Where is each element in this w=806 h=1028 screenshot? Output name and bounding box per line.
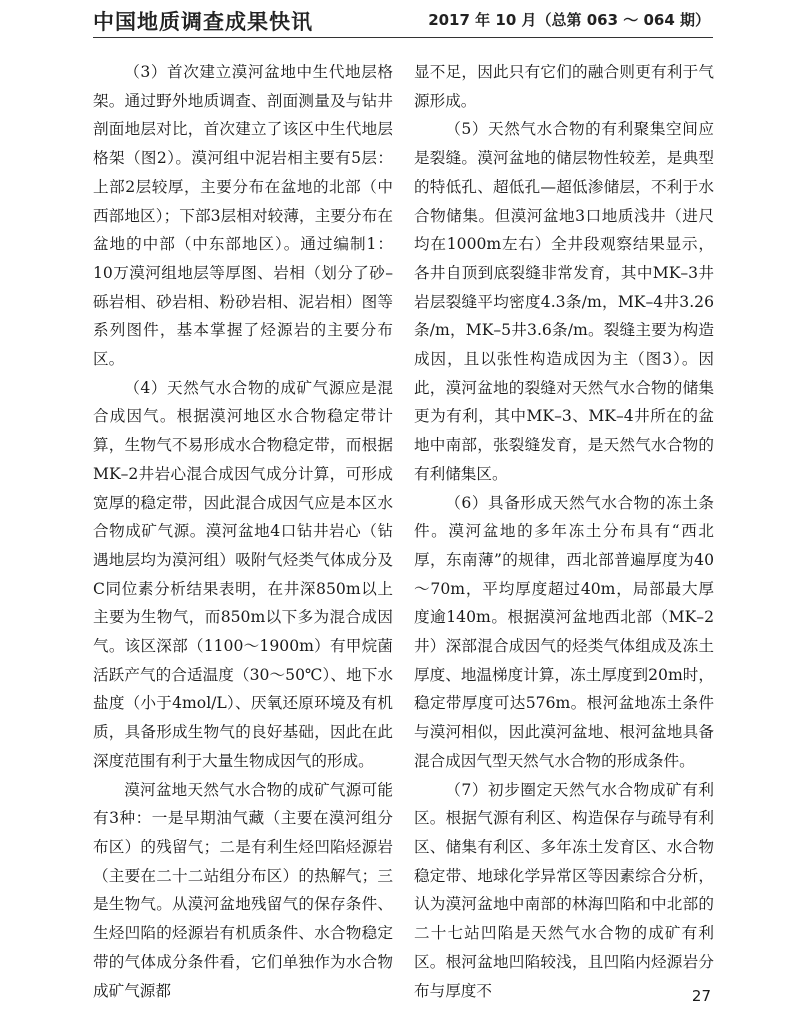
paragraph-6: （6）具备形成天然气水合物的冻土条件。漠河盆地的多年冻土分布具有“西北厚，东南薄”的规律，西北部普遍厚度为40～70m，平均厚度超过40m，局部最大厚度逾140m。根据漠河盆地西北部（MK–2井）深部混合成因气的烃类气体组成及冻土厚度、地温梯度计算，冻土厚度到20m时，稳定带厚度可达576m。根河盆地冻土条件与漠河相似，因此漠河盆地、根河盆地具备混合成因气型天然气水合物的形成条件。: [414, 493, 714, 770]
paragraph-continuation: 显不足，因此只有它们的融合则更有利于气源形成。: [414, 63, 714, 110]
paragraph-3: （3）首次建立漠河盆地中生代地层格架。通过野外地质调查、剖面测量及与钻井剖面地层对比，首次建立了该区中生代地层格架（图2）。漠河组中泥岩相主要有5层：上部2层较厚，主要分布在盆地的北部（中西部地区）；下部3层相对较薄，主要分布在盆地的中部（中东部地区）。通过编制1：10万漠河组地层等厚图、岩相（划分了砂–砾岩相、砂岩相、粉砂岩相、泥岩相）图等系列图件，基本掌握了烃源岩的主要分布区。: [93, 63, 393, 369]
page-number: 27: [691, 987, 711, 1005]
paragraph-4: （4）天然气水合物的成矿气源应是混合成因气。根据漠河地区水合物稳定带计算，生物气不易形成水合物稳定带，而根据MK–2井岩心混合成因气成分计算，可形成宽厚的稳定带，因此混合成因气应是本区水合物成矿气源。漠河盆地4口钻井岩心（钻遇地层均为漠河组）吸附气烃类气体成分及C同位素分析结果表明，在井深850m以上主要为生物气，而850m以下多为混合成因气。该区深部（1100～1900m）有甲烷菌活跃产气的合适温度（30～50℃）、地下水盐度（小于4mol/L）、厌氧还原环境及有机质，具备形成生物气的良好基础，因此在此深度范围有利于大量生物成因气的形成。: [93, 378, 393, 770]
header-divider: [93, 37, 713, 38]
paragraph-5: （5）天然气水合物的有利聚集空间应是裂缝。漠河盆地的储层物性较差，是典型的特低孔、超低孔—超低渗储层，不利于水合物储集。但漠河盆地3口地质浅井（进尺均在1000m左右）全井段观察结果显示，各井自顶到底裂缝非常发育，其中MK–3井岩层裂缝平均密度4.3条/m，MK–4井3.26条/m，MK–5井3.6条/m。裂缝主要为构造成因，且以张性构造成因为主（图3）。因此，漠河盆地的裂缝对天然气水合物的储集更为有利，其中MK–3、MK–4井所在的盆地中南部，张裂缝发育，是天然气水合物的有利储集区。: [414, 120, 714, 483]
issue-info: 2017 年 10 月（总第 063 ～ 064 期）: [428, 11, 710, 29]
journal-title: 中国地质调查成果快讯: [93, 10, 313, 34]
paragraph-7: （7）初步圈定天然气水合物成矿有利区。根据气源有利区、构造保存与疏导有利区、储集有利区、多年冻土发育区、水合物稳定带、地球化学异常区等因素综合分析，认为漠河盆地中南部的林海凹陷和中北部的二十七站凹陷是天然气水合物的成矿有利区。根河盆地凹陷较浅，且凹陷内烃源岩分布与厚度不: [414, 780, 714, 1000]
right-column: [414, 58, 714, 1005]
left-column: [93, 58, 393, 1005]
paragraph-gas-sources: 漠河盆地天然气水合物的成矿气源可能有3种：一是早期油气藏（主要在漠河组分布区）的残留气；二是有利生烃凹陷烃源岩（主要在二十二站组分布区）的热解气；三是生物气。从漠河盆地残留气的保存条件、生烃凹陷的烃源岩有机质条件、水合物稳定带的气体成分条件看，它们单独作为水合物成矿气源都: [93, 780, 393, 1000]
